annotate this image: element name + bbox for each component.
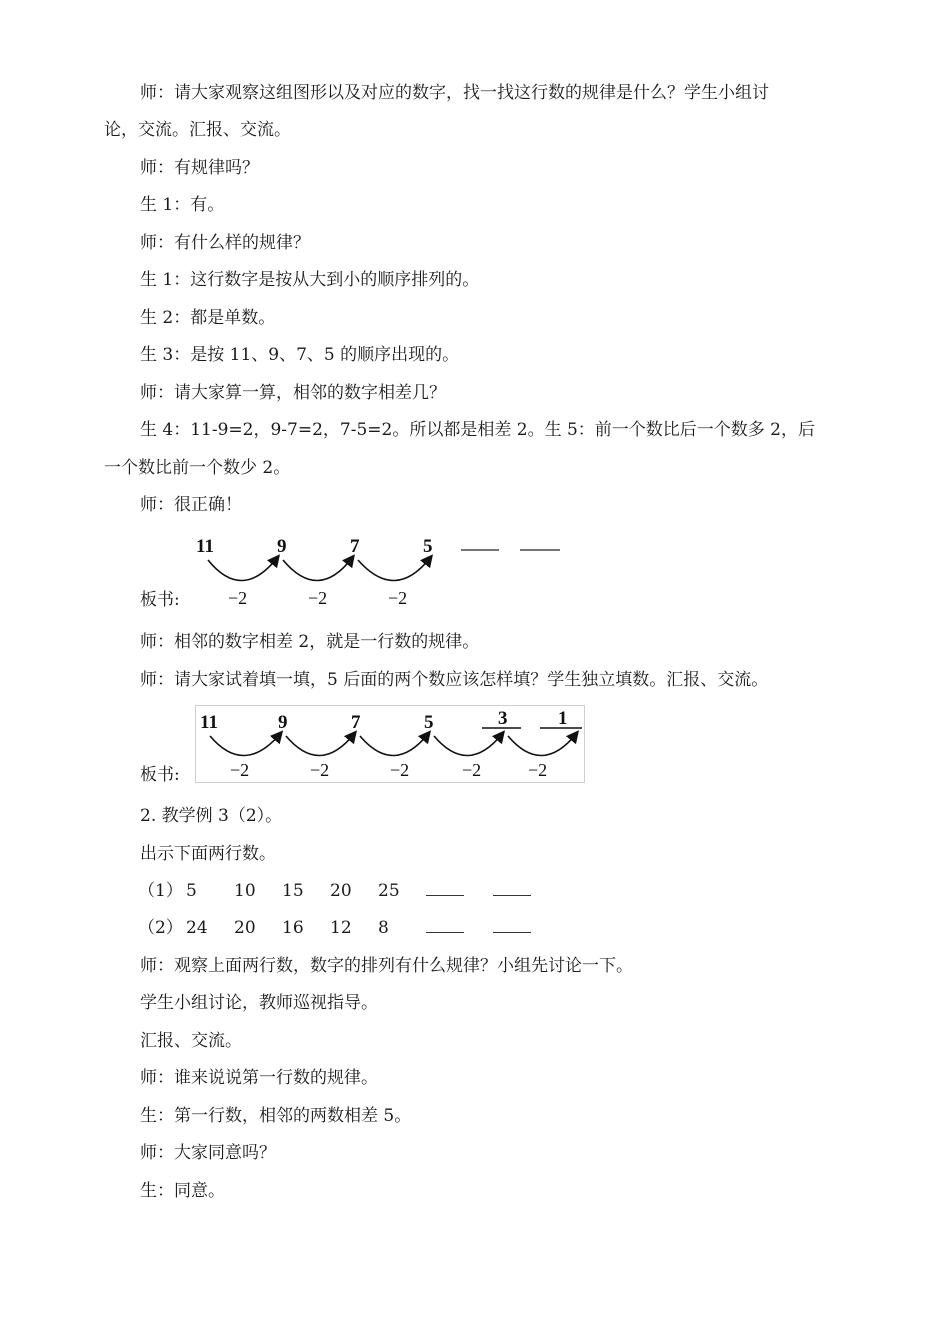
answer-blank (493, 880, 531, 902)
paragraph: 师：相邻的数字相差 2，就是一行数的规律。 (140, 632, 480, 652)
paragraph: 一个数比前一个数少 2。 (104, 458, 291, 478)
board-diagram-2 (195, 705, 585, 783)
paragraph: 生 4：11-9=2，9-7=2，7-5=2。所以都是相差 2。生 5：前一个数比后一个数多 2，后 (140, 420, 816, 440)
sequence-number: 9 (277, 536, 287, 557)
row-value: 16 (282, 918, 304, 938)
paragraph: 师：很正确！ (140, 495, 242, 515)
sequence-number: 1 (558, 708, 568, 729)
row-value: 24 (186, 918, 208, 938)
row-value: 20 (234, 918, 256, 938)
board-label: 板书: (140, 590, 180, 610)
sequence-number: 3 (498, 708, 508, 729)
jump-arc (358, 558, 430, 581)
paragraph: 汇报、交流。 (140, 1031, 242, 1051)
paragraph: 出示下面两行数。 (140, 844, 276, 864)
sequence-number: 7 (350, 536, 360, 557)
paragraph: 生 1：这行数字是按从大到小的顺序排列的。 (140, 270, 480, 290)
number-row-2 (138, 917, 183, 939)
paragraph: 学生小组讨论，教师巡视指导。 (140, 993, 378, 1013)
difference-label: −2 (528, 760, 548, 780)
paragraph: 生 3：是按 11、9、7、5 的顺序出现的。 (140, 345, 460, 365)
sequence-number: 5 (424, 712, 434, 733)
row-value: 8 (378, 918, 389, 938)
row-value: 25 (378, 881, 400, 901)
difference-label: −2 (390, 760, 410, 780)
difference-label: −2 (462, 760, 482, 780)
row-label: （1） (138, 881, 183, 901)
sequence-number: 9 (278, 712, 288, 733)
row-value: 20 (330, 881, 352, 901)
number-row-1 (138, 880, 183, 902)
paragraph: 生 2：都是单数。 (140, 308, 276, 328)
row-value: 10 (234, 881, 256, 901)
answer-blank (426, 917, 464, 939)
difference-label: −2 (230, 760, 250, 780)
paragraph: 生：同意。 (140, 1181, 225, 1201)
jump-arc (283, 558, 352, 581)
paragraph: 师：请大家观察这组图形以及对应的数字，找一找这行数的规律是什么？学生小组讨 (140, 83, 769, 103)
jump-arc (208, 558, 277, 581)
board-diagram-1 (190, 530, 580, 610)
paragraph: 师：大家同意吗？ (140, 1143, 276, 1163)
row-value: 5 (186, 881, 197, 901)
row-value: 15 (282, 881, 304, 901)
paragraph: 师：有规律吗？ (140, 158, 259, 178)
answer-blank (493, 917, 531, 939)
sequence-number: 5 (423, 536, 433, 557)
paragraph: 论，交流。汇报、交流。 (104, 120, 291, 140)
sequence-number: 7 (351, 712, 361, 733)
board-label: 板书: (140, 765, 180, 785)
jump-arc (508, 734, 576, 756)
row-value: 12 (330, 918, 352, 938)
answer-blank (426, 880, 464, 902)
jump-arc (210, 734, 280, 756)
jump-arc (434, 734, 502, 756)
paragraph: 师：请大家算一算，相邻的数字相差几？ (140, 383, 446, 403)
paragraph: 师：有什么样的规律？ (140, 233, 310, 253)
paragraph: 师：请大家试着填一填，5 后面的两个数应该怎样填？学生独立填数。汇报、交流。 (140, 670, 769, 690)
paragraph: 师：谁来说说第一行数的规律。 (140, 1068, 378, 1088)
jump-arc (360, 734, 428, 756)
sequence-number: 11 (196, 536, 214, 557)
paragraph: 师：观察上面两行数，数字的排列有什么规律？小组先讨论一下。 (140, 956, 633, 976)
difference-label: −2 (308, 588, 328, 608)
jump-arc (286, 734, 354, 756)
row-label: （2） (138, 918, 183, 938)
difference-label: −2 (228, 588, 248, 608)
paragraph: 生 1：有。 (140, 195, 225, 215)
paragraph: 生：第一行数，相邻的两数相差 5。 (140, 1106, 412, 1126)
difference-label: −2 (310, 760, 330, 780)
difference-label: −2 (388, 588, 408, 608)
sequence-number: 11 (200, 712, 218, 733)
paragraph: 2. 教学例 3（2）。 (140, 806, 283, 826)
